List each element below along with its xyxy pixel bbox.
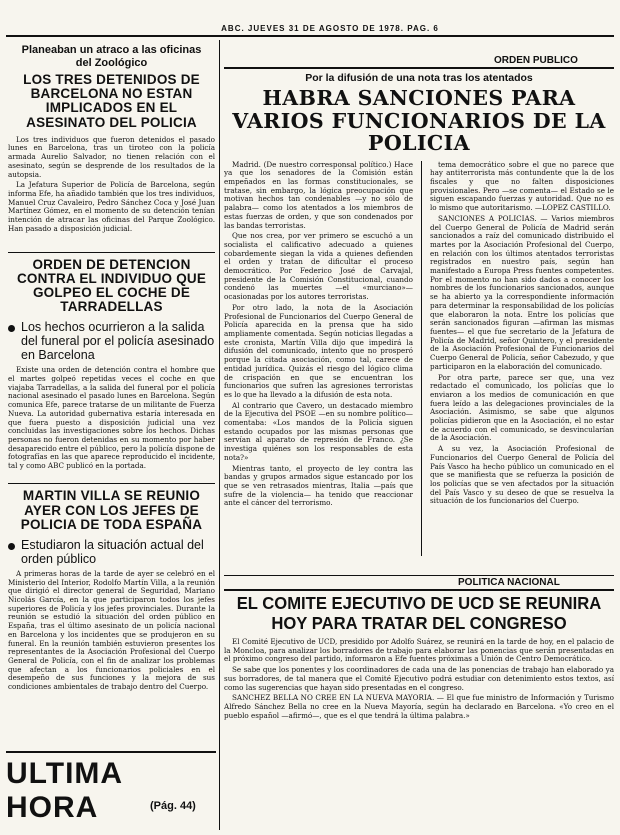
policia-paragraph: Que nos crea, por ver primero se escuchó a un socialista el calificativo adecuado a quienes cobardemente siegan la vida a quienes defienden el orden y tratan de dificultar el proceso democrático. Por Federico José de Carvajal, presidente de la Comisión Constitucional, cuando condenó las muertes —el «murciano»— ocasionadas por los autores terroristas. <box>224 231 413 302</box>
tarradellas-lead <box>8 320 215 362</box>
zoo-article <box>8 136 215 248</box>
tarradellas-paragraph: Existe una orden de detención contra el hombre que el martes golpeó repetidas veces el coche en que viajaba Tarradellas, a la salida del funeral por el policía nacional asesinado el pasado lunes en Barcelona. Según comunica Efe, parece tratarse de un militante de Fuerza Nueva. La autoridad gubernativa estaría interesada en que fuera puesto a disposición judicial una vez concluidas las investigaciones sobre los hechos. Dichas personas no fueron detenidas en su momento por haber desaparecido entre el público, pero la policía dispone de fotografías en las que aparece reproducido el incidente, tal y como ABC publicó en la portada. <box>8 366 215 471</box>
policia-paragraph: SANCIONES A POLICIAS. — Varios miembros del Cuerpo General de Policía de Madrid serán sancionados a raíz del comunicado distribuido el martes por la Asociación Profesional del Cuerpo, en relación con los últimos atentados terroristas registrados en nuestro país, según han manifestado a Europa Press fuentes competentes. Por el momento no han sido dados a conocer los nombres de los funcionarios sancionados, aunque se ha abierto ya la correspondiente información para determinar la responsabilidad de los policías que elaboraron la nota. Entre los policías que serán sancionados figuran —afirman las mismas fuentes— el que fue secretario de la Jefatura de Policía de Madrid, señor Quintero, y el presidente de la Asociación Profesional de Funcionarios del Cuerpo General de Policía, señor Cabezudo, y que participaron en la elaboración del comunicado. <box>429 213 614 371</box>
policia-col1 <box>224 161 413 556</box>
section-orden-publico: ORDEN PUBLICO <box>494 55 578 66</box>
zoo-paragraph: Los tres individuos que fueron detenidos el pasado lunes en Barcelona, tras un tiroteo con la policía armada Aurelio Salvador, no tienen relación con el asesinato, según se desprende de los resultados de la autopsia. <box>8 135 215 179</box>
bullet-icon <box>8 543 15 550</box>
section-rule <box>224 67 614 69</box>
policia-paragraph: Madrid. (De nuestro corresponsal político.) Hace ya que los senadores de la Comisión están empeñados en las formas constitucionales, se tratase, sin embargo, la lógica preocupación que motivan hechos tan condenables —y no sólo de palabra— como los atentados a los miembros de estas fuerzas de orden, y que son condenados por las bandas terroristas. <box>224 160 413 230</box>
ucd-paragraph: SANCHEZ BELLA NO CREE EN LA NUEVA MAYORIA. — El que fue ministro de Información y Turismo Alfredo Sánchez Bella no cree en la Nueva Mayoría, según ha declarado en Barcelona. «Yo creo en el pueblo español —afirmó—, que es el que tendrá la última palabra.» <box>224 693 614 720</box>
tarradellas-headline: ORDEN DE DETENCION CONTRA EL INDIVIDUO QUE GOLPEO EL COCHE DE TARRADELLAS <box>16 256 207 315</box>
zoo-paragraph: La Jefatura Superior de Policía de Barcelona, según informa Efe, ha añadido también que los tres individuos, Manuel Cruz Cavaleiro, Pedro Sánchez Coca y José Juan Martínez Gómez, en el momento de su detención tenían intención de atracar las oficinas del Parque Zoológico. Han pasado a disposición judicial. <box>8 180 215 233</box>
zoo-kicker: Planeaban un atraco a las oficinas del Zoológico <box>21 44 202 69</box>
tarradellas-lead-text: Los hechos ocurrieron a la salida del funeral por el policía asesinado en Barcelona <box>21 320 215 363</box>
section-rule <box>224 589 614 591</box>
ultima-rule <box>6 751 216 753</box>
martin-villa-article <box>8 570 215 715</box>
policia-text <box>224 161 614 556</box>
zoo-headline: LOS TRES DETENIDOS DE BARCELONA NO ESTAN IMPLICADOS EN EL ASESINATO DEL POLICIA <box>23 72 200 130</box>
inner-column-rule <box>421 161 422 556</box>
policia-kicker: Por la difusión de una nota tras los atentados <box>305 72 533 84</box>
left-column <box>8 44 215 749</box>
martin-villa-lead <box>8 538 215 566</box>
policia-paragraph: A su vez, la Asociación Profesional de Funcionarios del Cuerpo General de Policía del País Vasco ha hecho público un comunicado en el que se manifiesta que se refuerza la posición de los policías que se ven afectados por la situación del País Vasco y su deseo de que se resuelva la situación de los funcionarios del Cuerpo. <box>429 444 614 506</box>
orden-publico-article <box>224 72 614 572</box>
tarradellas-article <box>8 366 215 478</box>
divider <box>8 252 215 253</box>
policia-paragraph: Mientras tanto, el proyecto de ley contra las bandas y grupos armados sigue estancado por los que se ven retrasados mientras, Italia —país que sufre de la violencia— ha tenido que reaccionar ante el cáncer del terrorismo. <box>224 463 413 508</box>
section-rule <box>224 575 614 576</box>
ucd-paragraph: El Comité Ejecutivo de UCD, presidido por Adolfo Suárez, se reunirá en la tarde de hoy, en el palacio de la Moncloa, para analizar los borradores de trabajo para elaborar las ponencias que serán presentadas en el próximo congreso del partido, informaron a Efe fuentes próximas a Unión de Centro Democrático. <box>224 638 614 664</box>
ultima-hora-page: (Pág. 44) <box>150 800 196 812</box>
ultima-hora-title: ULTIMA HORA <box>6 757 122 824</box>
ucd-text <box>224 638 614 818</box>
divider <box>8 483 215 484</box>
bullet-icon <box>8 325 15 332</box>
policia-paragraph: tema democrático sobre el que no parece que hay antiterrorista más contundente que la de los fiscales y que no falten disposiciones provisionales. Pero —se comenta— el Estado se le siguen escapando fuerzas y autoridad. Que no es lo mismo que autoritarismo. —LOPEZ CASTILLO. <box>429 160 614 213</box>
ucd-article <box>224 593 614 828</box>
martin-villa-lead-text: Estudiaron la situación actual del orden público <box>21 537 204 566</box>
page-header: ABC. JUEVES 31 DE AGOSTO DE 1978. PAG. 6 <box>221 24 439 33</box>
column-rule <box>219 40 220 830</box>
policia-paragraph: Al contrario que Cavero, un destacado miembro de la Ejecutiva del PSOE —en su nombre político— comentaba: «Los mandos de la Policía siguen estando ocupados por las mismas personas que servían al aparato de represión de Franco. ¿Se investiga quiénes son los responsables de esta nota?» <box>224 400 413 462</box>
header-rule <box>6 35 614 37</box>
ucd-paragraph: Se sabe que los ponentes y los coordinadores de cada una de las ponencias de trabajo han elaborado ya sus borradores, de tal manera que el Comité Ejecutivo podrá estudiar con detenimiento estos textos, así como las sugerencias que hayan sido presentadas en el congreso. <box>224 665 614 692</box>
policia-paragraph: Por otra parte, parece ser que, una vez redactado el comunicado, los policías que lo enviaron a los medios de comunicación en que fuera leído a las delegaciones provinciales de la Asociación. Asimismo, se sabe que algunos policías pidieron que en la Asociación, el no estar de acuerdo con el comunicado, se desvincularían de la Asociación. <box>429 372 614 443</box>
ucd-headline: EL COMITE EJECUTIVO DE UCD SE REUNIRA HOY PARA TRATAR DEL CONGRESO <box>236 593 602 633</box>
policia-paragraph: Por otro lado, la nota de la Asociación Profesional de Funcionarios del Cuerpo General de Policía aparecida en la prensa que ha sido ampliamente comentada. Según noticias llegadas a este cronista, Martín Villa dijo que impedirá la difusión del comunicado, intento que no prosperó porque la citada asociación, como tal, carece de entidad jurídica. Quizás el riesgo del lógico clima de crispación en que se encuentran los funcionarios que sufren las agresiones terroristas es lo que ha llevado a la difusión de esta nota. <box>224 302 413 399</box>
policia-headline: HABRA SANCIONES PARA VARIOS FUNCIONARIOS DE LA POLICIA <box>232 86 606 156</box>
martin-villa-paragraph: A primeras horas de la tarde de ayer se celebró en el Ministerio del Interior, Rodolfo Martín Villa, a la reunión que dirigió el director general de Seguridad, Mariano Nicolás García, en la que participaron todos los jefes superiores de Policía y los jefes provinciales. Durante la reunión se estudió la situación del orden público en España, tras el último asesinato de un policía nacional en Barcelona y los incidentes que se produjeron en su funeral. En la reunión también estuvieron presentes los representantes de la Asociación Profesional del Cuerpo General de Policía, con el fin de analizar los problemas que afectan a los funcionarios policiales en el desempeño de sus funciones y la mejora de sus condiciones ambientales de trabajo dentro del Cuerpo. <box>8 569 215 692</box>
section-politica-nacional: POLITICA NACIONAL <box>458 577 560 588</box>
policia-col2 <box>430 161 614 556</box>
martin-villa-headline: MARTIN VILLA SE REUNIO AYER CON LOS JEFES DE POLICIA DE TODA ESPAÑA <box>20 488 203 532</box>
